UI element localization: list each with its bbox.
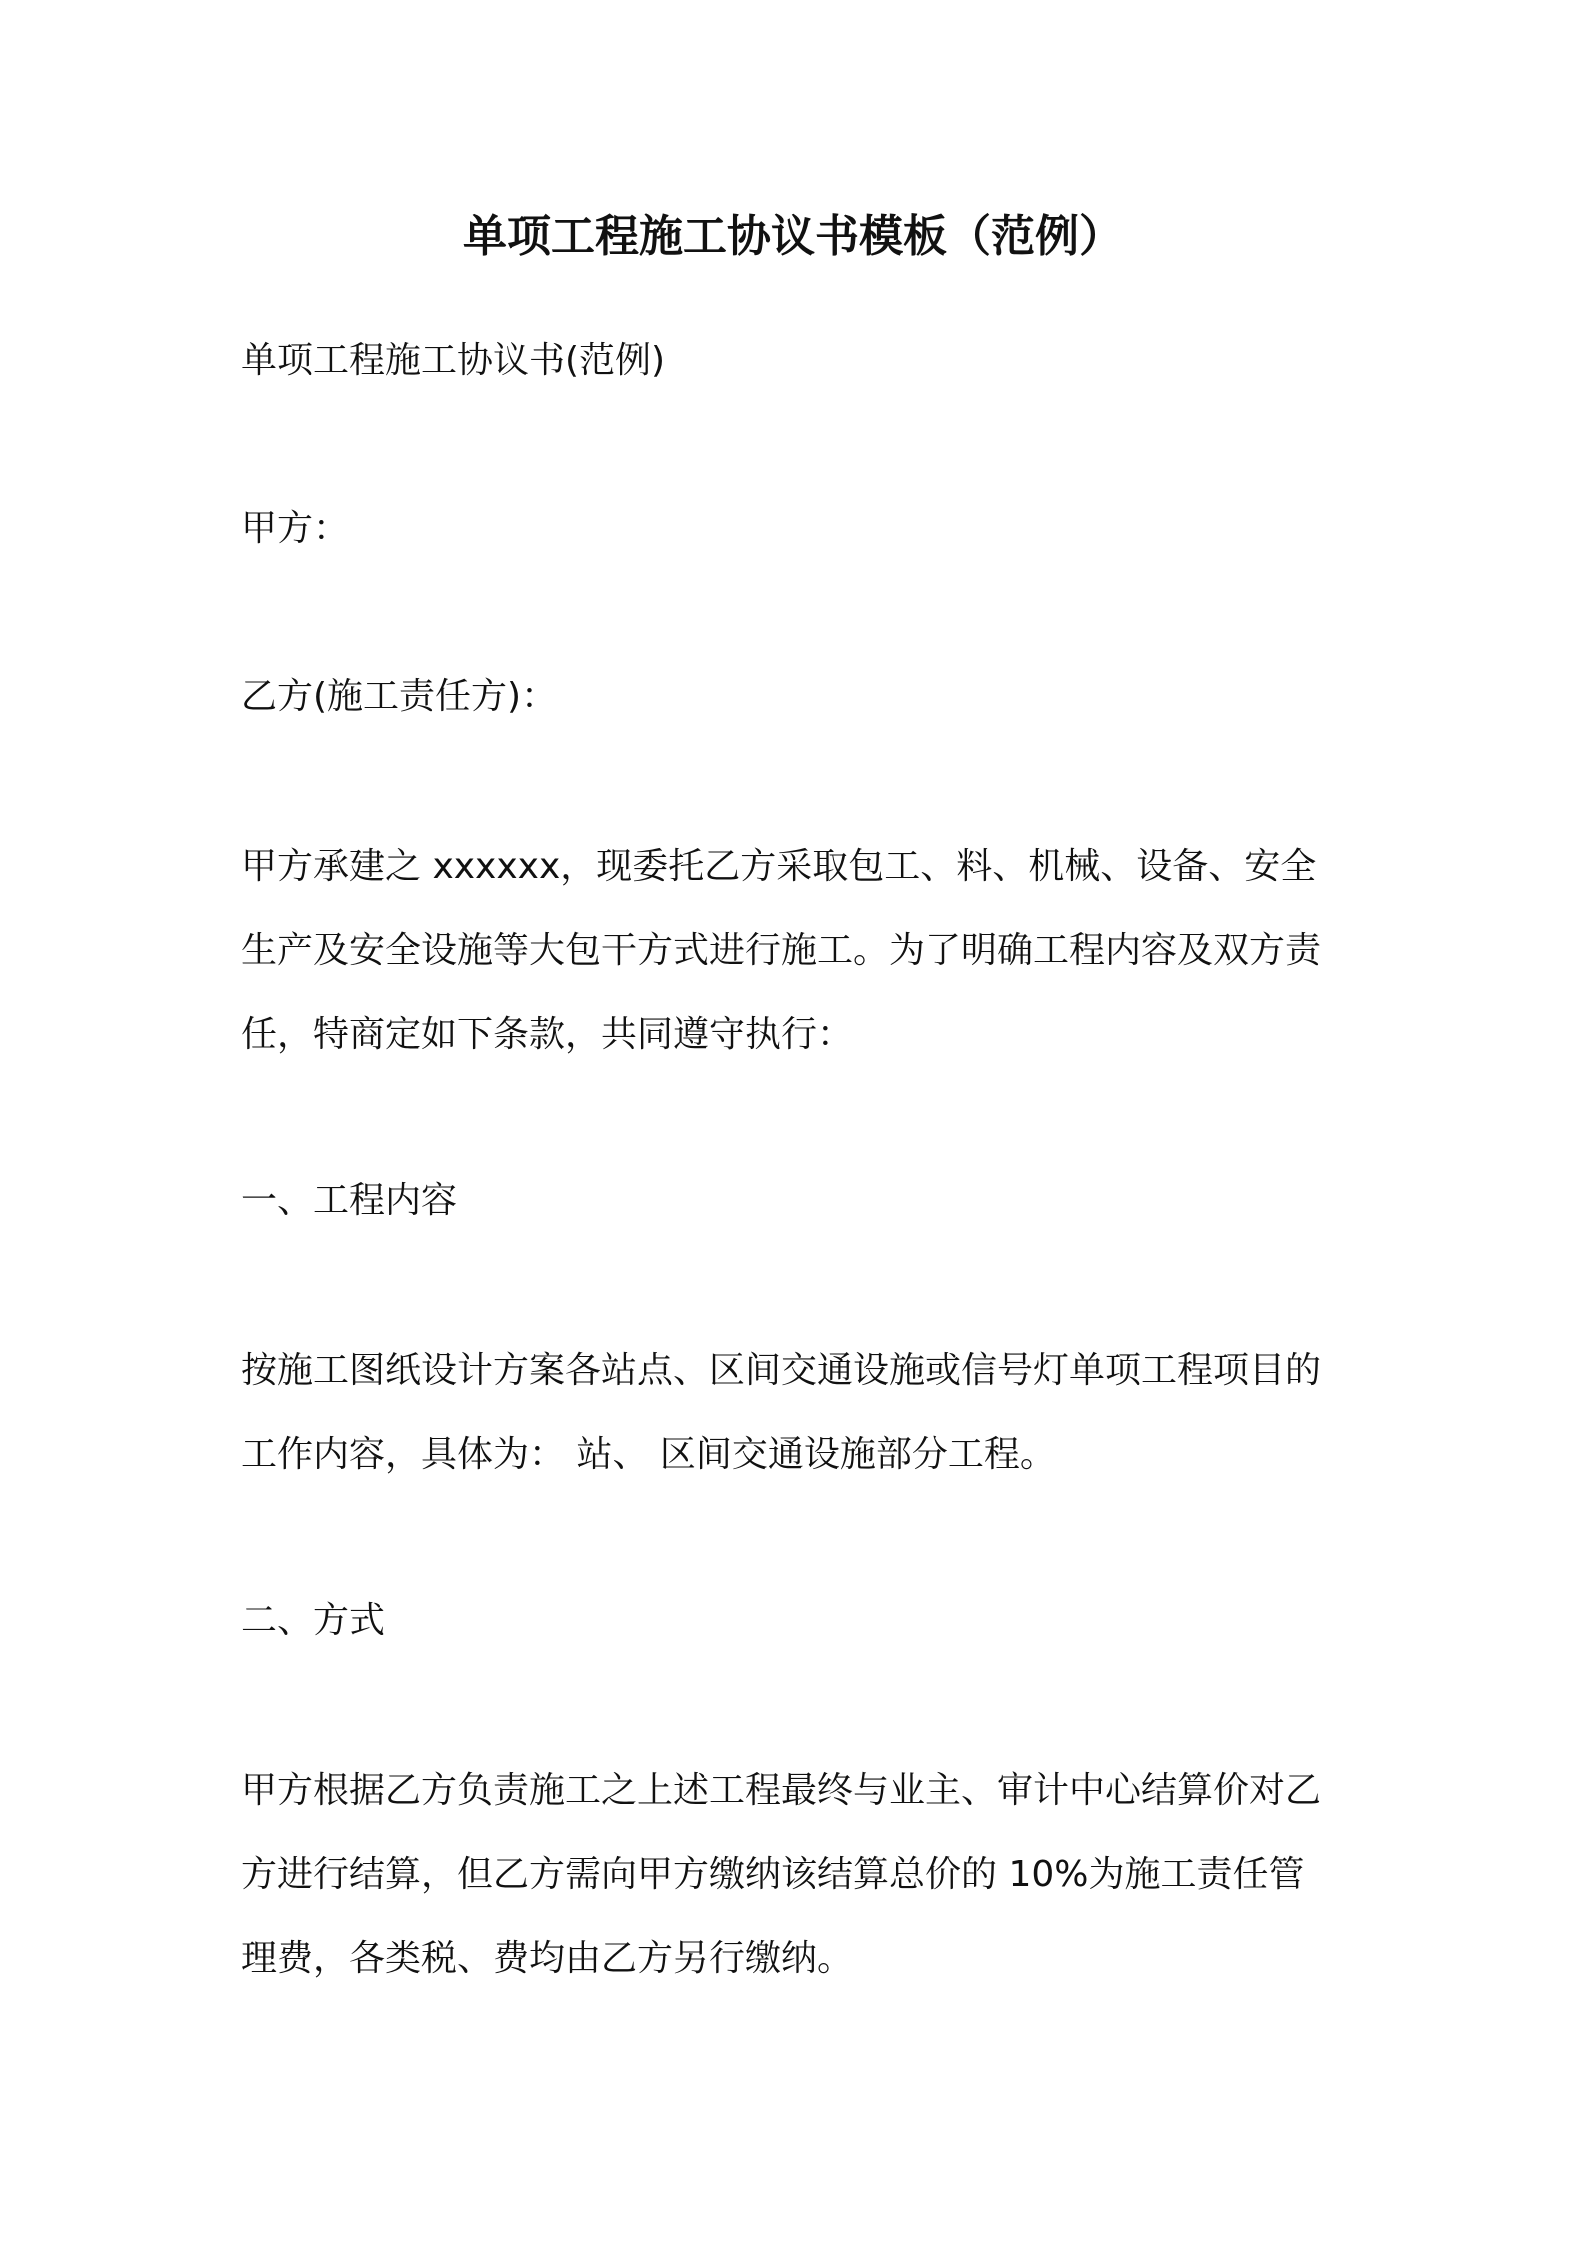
section-2-line: 甲方根据乙方负责施工之上述工程最终与业主、审计中心结算价对乙 — [241, 1770, 1322, 1811]
section-1-heading: 一、工程内容 — [241, 1180, 458, 1221]
intro-paragraph — [241, 825, 1361, 1077]
section-2-heading: 二、方式 — [241, 1600, 386, 1641]
section-2-line: 方进行结算，但乙方需向甲方缴纳该结算总价的 10%为施工责任管 — [241, 1854, 1305, 1895]
document-title: 单项工程施工协议书模板（范例） — [463, 211, 1123, 262]
section-1-line: 工作内容，具体为： 站、 区间交通设施部分工程。 — [241, 1434, 1056, 1475]
party-b-label: 乙方(施工责任方)： — [241, 676, 558, 717]
document-subtitle: 单项工程施工协议书(范例) — [241, 340, 666, 381]
section-1-line: 按施工图纸设计方案各站点、区间交通设施或信号灯单项工程项目的 — [241, 1350, 1322, 1391]
intro-line: 甲方承建之 xxxxxx，现委托乙方采取包工、料、机械、设备、安全 — [241, 846, 1317, 887]
party-a-label: 甲方： — [241, 508, 350, 549]
section-1-body — [241, 1329, 1361, 1497]
section-2-line: 理费，各类税、费均由乙方另行缴纳。 — [241, 1938, 854, 1979]
section-2-body — [241, 1749, 1361, 2001]
intro-line: 生产及安全设施等大包干方式进行施工。为了明确工程内容及双方责 — [241, 930, 1322, 971]
intro-line: 任，特商定如下条款，共同遵守执行： — [241, 1014, 854, 1055]
